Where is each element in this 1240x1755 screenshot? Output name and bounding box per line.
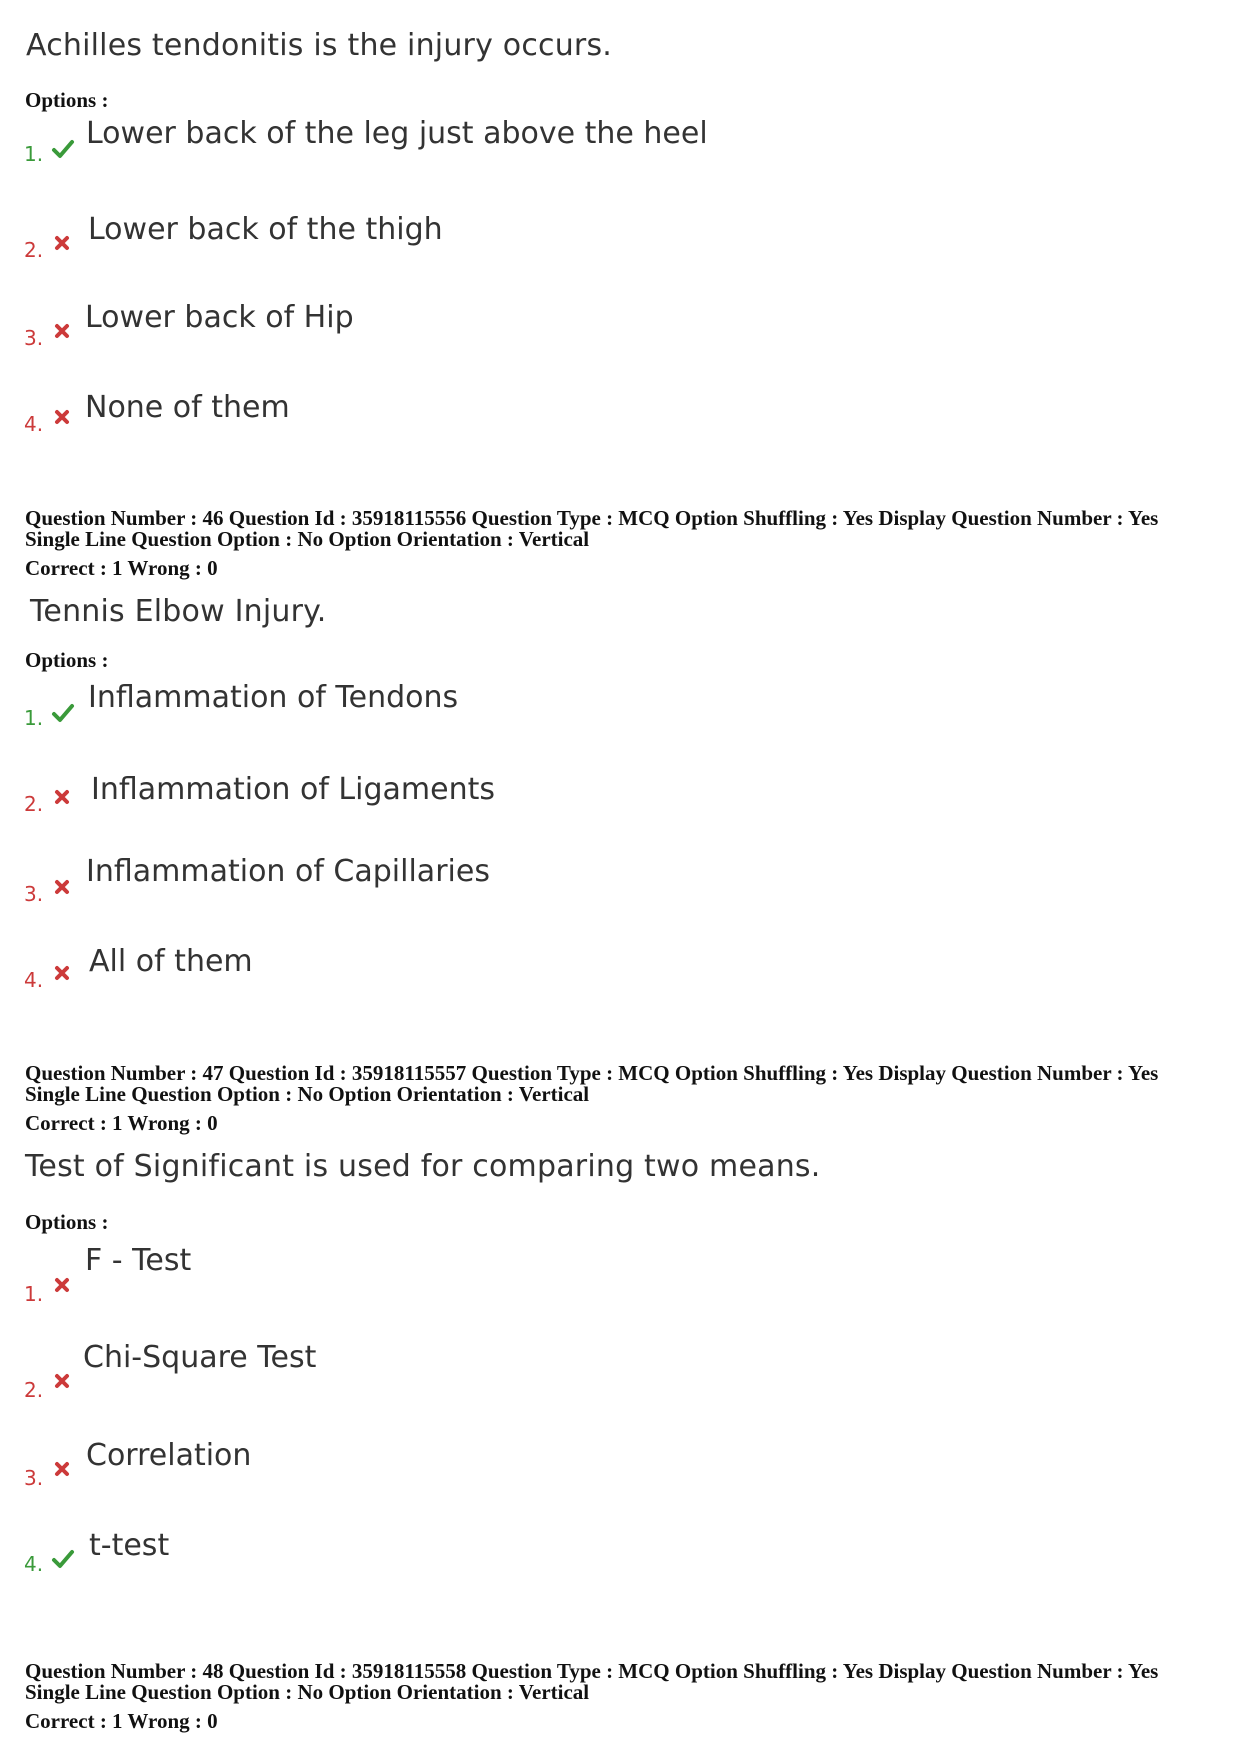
- option-text: Lower back of the thigh: [88, 212, 443, 247]
- question-47-meta-line2: Single Line Question Option : No Option Orientation : Vertical: [25, 1082, 590, 1106]
- option-text: t-test: [89, 1528, 170, 1563]
- options-label: Options :: [25, 1210, 109, 1234]
- cross-icon: [53, 408, 71, 426]
- option-text: Chi-Square Test: [83, 1340, 317, 1375]
- options-label: Options :: [25, 648, 109, 672]
- option-text: None of them: [85, 390, 290, 425]
- option-number: 4.: [24, 968, 44, 992]
- check-icon: [51, 702, 75, 724]
- option-text: Correlation: [86, 1438, 252, 1473]
- question-46-meta-line2: Single Line Question Option : No Option Orientation : Vertical: [25, 527, 590, 551]
- cross-icon: [53, 878, 71, 896]
- check-icon: [51, 1548, 75, 1570]
- option-number: 1.: [24, 142, 44, 166]
- options-label: Options :: [25, 88, 109, 112]
- question-47-text: Test of Significant is used for comparing two means.: [25, 1149, 821, 1184]
- cross-icon: [53, 964, 71, 982]
- option-text: All of them: [89, 944, 253, 979]
- option-number: 3.: [24, 1466, 44, 1490]
- question-46-text: Tennis Elbow Injury.: [30, 594, 327, 629]
- question-46-score: Correct : 1 Wrong : 0: [25, 556, 218, 580]
- check-icon: [51, 138, 75, 160]
- cross-icon: [53, 788, 71, 806]
- question-46-meta-line1: Question Number : 46 Question Id : 35918115556 Question Type : MCQ Option Shuffling : Yes Display Question Number : Yes: [25, 506, 1159, 530]
- option-text: Inflammation of Tendons: [88, 680, 459, 715]
- question-48-meta-line2: Single Line Question Option : No Option Orientation : Vertical: [25, 1680, 590, 1704]
- option-text: Lower back of the leg just above the heel: [86, 116, 708, 151]
- option-number: 2.: [24, 792, 44, 816]
- option-text: F - Test: [85, 1243, 192, 1278]
- cross-icon: [53, 234, 71, 252]
- option-number: 1.: [24, 706, 44, 730]
- question-45-text: Achilles tendonitis is the injury occurs.: [26, 28, 613, 63]
- question-47-score: Correct : 1 Wrong : 0: [25, 1111, 218, 1135]
- cross-icon: [53, 322, 71, 340]
- option-number: 4.: [24, 412, 44, 436]
- cross-icon: [53, 1372, 71, 1390]
- option-text: Lower back of Hip: [85, 300, 354, 335]
- option-text: Inflammation of Capillaries: [86, 854, 490, 889]
- option-number: 2.: [24, 238, 44, 262]
- question-47-meta-line1: Question Number : 47 Question Id : 35918115557 Question Type : MCQ Option Shuffling : Yes Display Question Number : Yes: [25, 1061, 1159, 1085]
- option-number: 1.: [24, 1282, 44, 1306]
- cross-icon: [53, 1276, 71, 1294]
- option-text: Inflammation of Ligaments: [91, 772, 495, 807]
- cross-icon: [53, 1460, 71, 1478]
- option-number: 3.: [24, 326, 44, 350]
- option-number: 4.: [24, 1552, 44, 1576]
- option-number: 2.: [24, 1378, 44, 1402]
- option-number: 3.: [24, 882, 44, 906]
- question-48-score: Correct : 1 Wrong : 0: [25, 1709, 218, 1733]
- question-48-meta-line1: Question Number : 48 Question Id : 35918115558 Question Type : MCQ Option Shuffling : Yes Display Question Number : Yes: [25, 1659, 1159, 1683]
